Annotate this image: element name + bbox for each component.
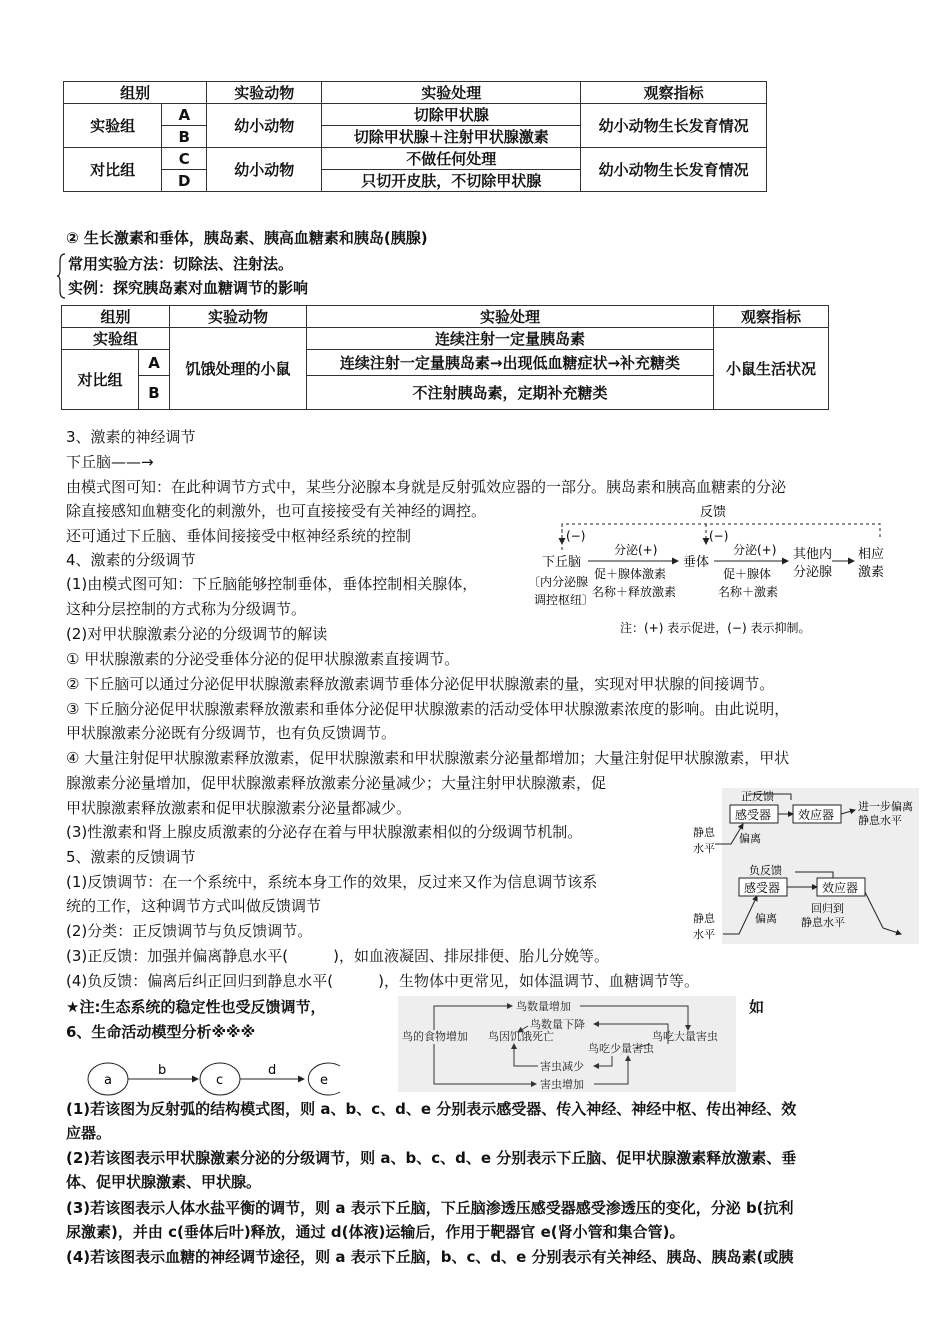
eco-node: 鸟的食物增加 — [402, 1030, 468, 1043]
feedback-label: 反馈 — [700, 505, 727, 520]
analysis-line: (4)若该图表示血糖的神经调节途径，则 a 表示下丘脑，b、c、d、e 分别表示有关神经、胰岛、胰岛素(或胰 — [66, 1248, 794, 1266]
eco-node: 鸟数量增加 — [516, 1000, 571, 1013]
hierarchy-diagram — [528, 500, 888, 640]
hormone-out-label: 激素 — [858, 565, 885, 580]
text-line: 腺激素分泌量增加，促甲状腺激素释放激素分泌量减少；大量注射甲状腺激素，促 — [66, 774, 607, 792]
table-header-cell: 组别 — [62, 306, 170, 328]
text-line: (4)负反馈：偏离后纠正回归到静息水平( )，生物体中更常见，如体温调节、血糖调节等。 — [66, 972, 699, 990]
eco-node: 鸟数量下降 — [530, 1018, 585, 1031]
feedback-diagram — [693, 788, 919, 944]
rest-label: 水平 — [693, 928, 715, 941]
method-line: 常用实验方法：切除法、注射法。 — [68, 255, 294, 273]
rest-label: 静息 — [693, 912, 715, 925]
hypothalamus-sub: 调控枢纽〕 — [534, 593, 595, 607]
text-line: 3、激素的神经调节 — [66, 428, 196, 446]
text-line: (1)反馈调节：在一个系统中，系统本身工作的效果，反过来又作为信息调节该系 — [66, 873, 598, 891]
analysis-line: (3)若该图表示人体水盐平衡的调节，则 a 表示下丘脑，下丘脑渗透压感受器感受渗透压的变化，分泌 b(抗利 — [66, 1199, 794, 1217]
table-thyroid-experiment — [63, 81, 767, 192]
group-label: 对比组 — [62, 350, 139, 410]
analysis-line: 体、促甲状腺激素、甲状腺。 — [66, 1173, 262, 1191]
text-line: (3)性激素和肾上腺皮质激素的分泌存在着与甲状腺激素相似的分级调节机制。 — [66, 823, 583, 841]
eco-node: 鸟吃少量害虫 — [588, 1042, 654, 1055]
analysis-line: (2)若该图表示甲状腺激素分泌的分级调节，则 a、b、c、d、e 分别表示下丘脑、促甲状腺激素释放激素、垂 — [66, 1149, 797, 1167]
text-line: ② 下丘脑可以通过分泌促甲状腺激素释放激素调节垂体分泌促甲状腺激素的量，实现对甲状腺的间接调节。 — [66, 675, 775, 693]
inhibit-label: (−) — [709, 529, 729, 543]
table-header-cell: 观察指标 — [714, 306, 829, 328]
text-line: 除直接感知血糖变化的刺激外，也可直接接受有关神经的调控。 — [66, 502, 487, 520]
treatment-cell: 不注射胰岛素，定期补充糖类 — [307, 376, 714, 410]
secrete-label: 分泌(+) — [614, 543, 658, 557]
hormone-label: 促＋腺体激素 — [594, 567, 667, 581]
hypothalamus-label: 下丘脑 — [542, 555, 582, 570]
deviate-label: 偏离 — [739, 832, 761, 845]
row-label: D — [162, 170, 207, 192]
table-header-cell: 实验处理 — [307, 306, 714, 328]
text-line: 甲状腺激素释放激素和促甲状腺激素分泌量都减少。 — [66, 799, 412, 817]
deviate-label: 静息水平 — [858, 814, 902, 827]
gland-label: 分泌腺 — [793, 565, 833, 580]
node-label: c — [216, 1073, 224, 1088]
row-label: B — [139, 376, 170, 410]
text-line: (3)正反馈：加强并偏离静息水平( )，如血液凝固、排尿排便、胎儿分娩等。 — [66, 947, 609, 965]
group-label: 对比组 — [64, 148, 162, 192]
rest-label: 水平 — [693, 842, 715, 855]
table-header-cell: 观察指标 — [581, 82, 767, 104]
pituitary-label: 垂体 — [683, 555, 710, 570]
text-line: (2)分类：正反馈调节与负反馈调节。 — [66, 922, 313, 940]
analysis-line: 尿激素)，并由 c(垂体后叶)释放，通过 d(体液)运输后，作用于靶器官 e(肾小管和集合管)。 — [66, 1223, 685, 1241]
brace-icon — [57, 253, 67, 299]
table-header-cell: 组别 — [64, 82, 207, 104]
positive-feedback-label: 正反馈 — [741, 790, 774, 803]
group-label: 实验组 — [62, 328, 170, 350]
text-line: 甲状腺激素分泌既有分级调节，也有负反馈调节。 — [66, 724, 397, 742]
hormone-label: 名称＋激素 — [718, 585, 779, 599]
table-header-cell: 实验动物 — [207, 82, 322, 104]
treatment-cell: 连续注射一定量胰岛素→出现低血糖症状→补充糖类 — [307, 350, 714, 376]
text-line: 5、激素的反馈调节 — [66, 848, 196, 866]
section-heading: 6、生命活动模型分析※※※ — [66, 1023, 256, 1041]
effector-label: 效应器 — [822, 881, 859, 895]
text-line: (1)由模式图可知：下丘脑能够控制垂体，垂体控制相关腺体， — [66, 575, 478, 593]
eco-node: 鸟吃大量害虫 — [652, 1030, 718, 1043]
rest-label: 静息 — [693, 826, 715, 839]
negative-feedback-label: 负反馈 — [749, 864, 782, 877]
table-header-cell: 实验动物 — [170, 306, 307, 328]
row-label: A — [139, 350, 170, 376]
text-line: ① 甲状腺激素的分泌受垂体分泌的促甲状腺激素直接调节。 — [66, 650, 460, 668]
section-heading: ② 生长激素和垂体，胰岛素、胰高血糖素和胰岛(胰腺) — [66, 229, 428, 247]
inhibit-label: (−) — [566, 529, 586, 543]
treatment-cell: 只切开皮肤，不切除甲状腺 — [322, 170, 581, 192]
return-label: 静息水平 — [801, 916, 845, 929]
indicator-cell: 幼小动物生长发育情况 — [581, 148, 767, 192]
text-line: 4、激素的分级调节 — [66, 551, 196, 569]
analysis-line: 应器。 — [66, 1124, 112, 1142]
text-line: (2)对甲状腺激素分泌的分级调节的解读 — [66, 625, 328, 643]
eco-node: 害虫减少 — [540, 1060, 584, 1073]
note-tail: 如 — [749, 998, 765, 1016]
ecosystem-feedback-diagram — [398, 996, 736, 1092]
text-line: ③ 下丘脑分泌促甲状腺激素释放激素和垂体分泌促甲状腺激素的活动受体甲状腺激素浓度的影响。由此说明， — [66, 700, 790, 718]
text-line: 还可通过下丘脑、垂体间接接受中枢神经系统的控制 — [66, 527, 412, 545]
text-line: 统的工作，这种调节方式叫做反馈调节 — [66, 897, 322, 915]
row-label: A — [162, 104, 207, 126]
text-line: 下丘脑——→ — [66, 453, 154, 471]
text-line: 这种分层控制的方式称为分级调节。 — [66, 600, 307, 618]
indicator-cell: 幼小动物生长发育情况 — [581, 104, 767, 148]
animal-cell: 幼小动物 — [207, 148, 322, 192]
return-label: 回归到 — [811, 902, 844, 915]
gland-label: 其他内 — [793, 547, 833, 562]
diagram-note: 注：(+) 表示促进，(−) 表示抑制。 — [620, 621, 811, 635]
group-label: 实验组 — [64, 104, 162, 148]
treatment-cell: 不做任何处理 — [322, 148, 581, 170]
treatment-cell: 连续注射一定量胰岛素 — [307, 328, 714, 350]
animal-cell: 饥饿处理的小鼠 — [170, 328, 307, 410]
chain-model-diagram — [86, 1058, 342, 1100]
text-line: 由模式图可知：在此种调节方式中，某些分泌腺本身就是反射弧效应器的一部分。胰岛素和胰高血糖素的分泌 — [66, 478, 787, 496]
example-line: 实例：探究胰岛素对血糖调节的影响 — [68, 279, 309, 297]
deviate-label: 偏离 — [755, 912, 777, 925]
analysis-line: (1)若该图为反射弧的结构模式图，则 a、b、c、d、e 分别表示感受器、传入神经、神经中枢、传出神经、效 — [66, 1100, 797, 1118]
treatment-cell: 切除甲状腺＋注射甲状腺激素 — [322, 126, 581, 148]
eco-node: 害虫增加 — [540, 1078, 584, 1091]
edge-label: b — [158, 1063, 167, 1078]
animal-cell: 幼小动物 — [207, 104, 322, 148]
deviate-label: 进一步偏离 — [858, 800, 913, 813]
table-header-cell: 实验处理 — [322, 82, 581, 104]
secrete-label: 分泌(+) — [733, 543, 777, 557]
text-line: ④ 大量注射促甲状腺激素释放激素，促甲状腺激素和甲状腺激素分泌量都增加；大量注射促甲状腺激素，甲状 — [66, 749, 790, 767]
row-label: B — [162, 126, 207, 148]
hypothalamus-sub: 〔内分泌腺 — [528, 575, 589, 589]
treatment-cell: 切除甲状腺 — [322, 104, 581, 126]
row-label: C — [162, 148, 207, 170]
hormone-label: 促＋腺体 — [723, 567, 772, 581]
effector-label: 效应器 — [798, 808, 835, 822]
note-line: ★注:生态系统的稳定性也受反馈调节， — [66, 998, 326, 1016]
indicator-cell: 小鼠生活状况 — [714, 328, 829, 410]
eco-node: 鸟因饥饿死亡 — [488, 1030, 554, 1043]
edge-label: d — [268, 1063, 277, 1078]
node-label: e — [320, 1073, 328, 1088]
hormone-label: 名称＋释放激素 — [592, 585, 677, 599]
table-insulin-experiment — [61, 305, 829, 410]
node-label: a — [104, 1073, 112, 1088]
hormone-out-label: 相应 — [858, 547, 885, 562]
sensor-label: 感受器 — [744, 881, 781, 895]
sensor-label: 感受器 — [735, 808, 772, 822]
